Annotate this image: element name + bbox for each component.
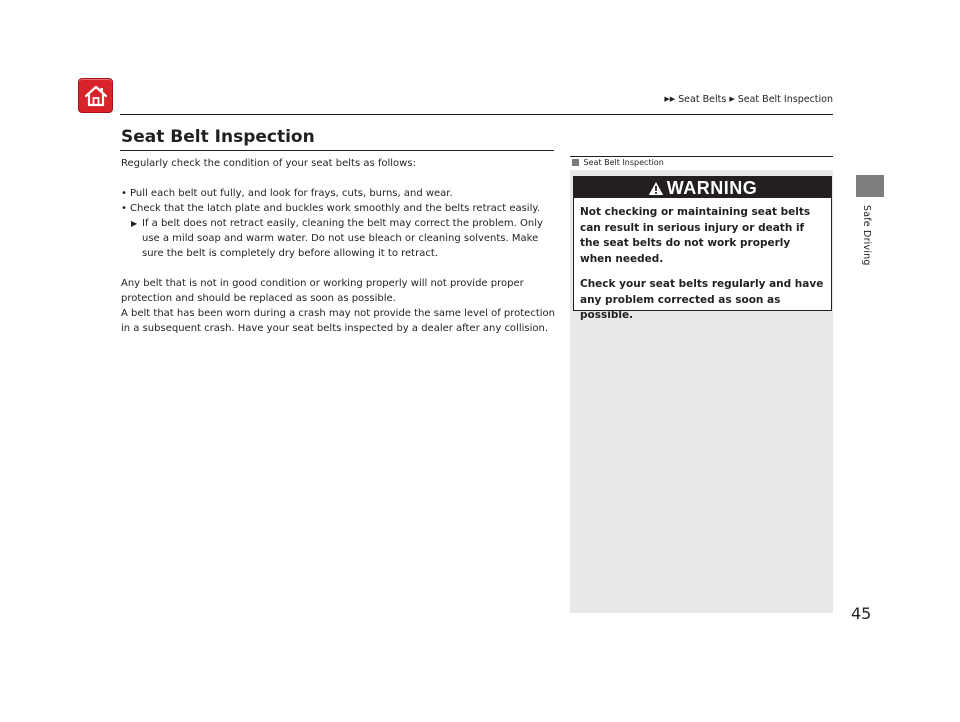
breadcrumb-item-seat-belt-inspection[interactable]: Seat Belt Inspection [737,94,833,105]
warning-text: Not checking or maintaining seat belts can result in serious injury or death if the seat belts do not work properly when needed. [580,206,811,265]
warning-text: Check your seat belts regularly and have any problem corrected as soon as possible. [580,278,824,321]
breadcrumb-item-seat-belts[interactable]: Seat Belts [678,94,727,105]
warning-triangle-icon [648,181,664,196]
list-item: • Check that the latch plate and buckles work smoothly and the belts retract easily. [121,201,561,216]
main-content [121,156,561,336]
reference-icon [572,159,579,166]
warning-body [574,198,831,324]
reference-header [570,156,833,170]
warning-box [573,176,832,321]
warning-title: WARNING [666,178,758,198]
reference-title: Seat Belt Inspection [583,158,664,167]
sub-note-text: If a belt does not retract easily, cleaning the belt may correct the problem. Only use a mild soap and warm water. Do not use bleach or cleaning solvents. Make sure the belt is completely dry before allowing it to retract. [142,218,543,259]
section-tab-marker[interactable] [856,175,884,197]
sub-item-arrow-icon: ▶ [131,219,138,228]
breadcrumb-arrow-icon: ▶ [729,95,735,103]
breadcrumb [664,94,833,105]
list-item: • Pull each belt out fully, and look for frays, cuts, burns, and wear. [121,186,561,201]
home-button[interactable] [78,78,113,113]
body-paragraph: Any belt that is not in good condition or working properly will not provide proper protection and should be replaced as soon as possible. [121,278,524,304]
header-divider [120,114,833,115]
warning-title-bar [574,177,831,198]
side-notes-panel [570,156,833,613]
intro-text: Regularly check the condition of your seat belts as follows: [121,158,416,169]
title-divider [120,150,554,151]
page-number: 45 [851,604,872,623]
home-icon [83,83,109,109]
reference-link[interactable] [572,158,664,167]
page-title: Seat Belt Inspection [121,127,315,147]
breadcrumb-arrow-icon: ▶▶ [664,95,676,103]
section-tab-label: Safe Driving [861,205,872,266]
sub-note [121,216,561,261]
body-paragraph: A belt that has been worn during a crash may not provide the same level of protection in a subsequent crash. Have your seat belts inspected by a dealer after any collision. [121,308,555,334]
